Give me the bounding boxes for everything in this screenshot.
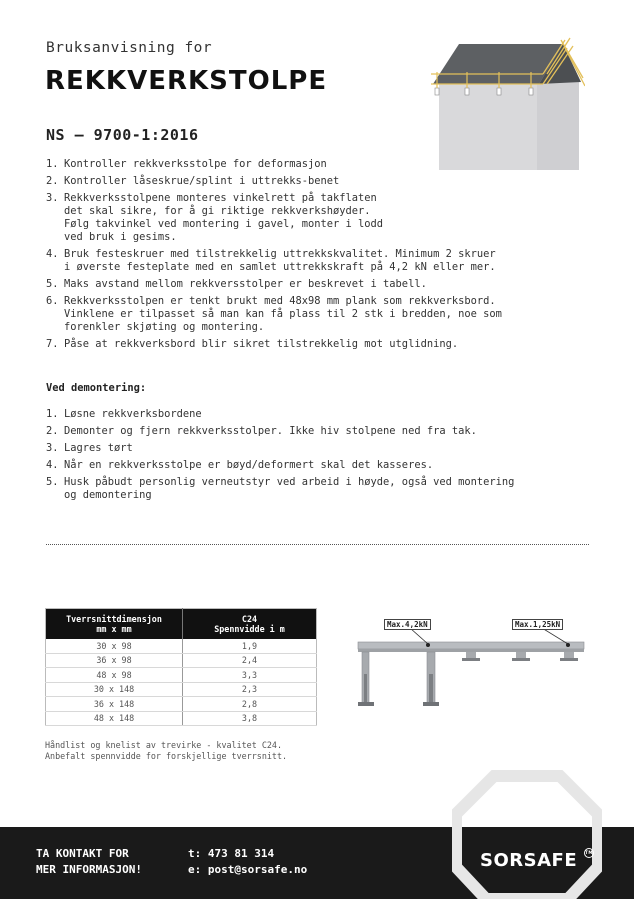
load-label-left: Max.4,2kN (384, 619, 431, 630)
contact-cta: TA KONTAKT FOR MER INFORMASJON! (36, 847, 142, 876)
table-row: 30 x 148 2,3 (46, 682, 317, 697)
table-header-span: C24 Spennvidde i m (183, 609, 317, 640)
list-item: 5. Maks avstand mellom rekkversstolper er beskrevet i tabell. (46, 278, 427, 290)
table-row: 48 x 148 3,8 (46, 711, 317, 726)
list-item: 3. Rekkverksstolpene monteres vinkelrett på takflaten det skal sikre, for å gi riktige rekkverkshøyder. Følg takvinkel ved montering i gavel, monter i lodd ved bruk i gesims. (46, 192, 384, 243)
dismantling-list (46, 408, 566, 506)
list-item: 6. Rekkverksstolpen er tenkt brukt med 48x98 mm plank som rekkverksbord. Vinklene er tilpasset så man kan få plass til 2 stk i bredden, noe som forenkler skjøting og montering. (46, 295, 502, 333)
sorsafe-logo: SORSAFE TM (480, 850, 593, 871)
table-note: Håndlist og knelist av trevirke - kvalitet C24. Anbefalt spennvidde for forskjellige tverrsnitt. (45, 740, 288, 761)
list-item: 1. Kontroller rekkverksstolpe for deformasjon (46, 158, 327, 170)
trademark-icon: TM (584, 848, 594, 858)
page-title: REKKVERKSTOLPE (45, 66, 328, 96)
phone-number[interactable]: t: 473 81 314 (188, 847, 275, 860)
list-item: 5. Husk påbudt personlig verneutstyr ved arbeid i høyde, også ved montering og demontering (46, 476, 515, 501)
list-item: 3. Lagres tørt (46, 442, 133, 454)
table-row: 48 x 98 3,3 (46, 668, 317, 683)
list-item: 2. Demonter og fjern rekkverksstolper. Ikke hiv stolpene ned fra tak. (46, 425, 477, 437)
table-header-dimension: Tverrsnittdimensjon mm x mm (46, 609, 183, 640)
load-label-right: Max.1,25kN (512, 619, 563, 630)
email-link[interactable]: e: post@sorsafe.no (188, 863, 308, 876)
standard-code: NS – 9700-1:2016 (46, 126, 199, 144)
list-item: 4. Når en rekkverksstolpe er bøyd/deformert skal det kasseres. (46, 459, 434, 471)
dismantling-heading: Ved demontering: (46, 382, 147, 394)
list-item: 4. Bruk festeskruer med tilstrekkelig uttrekkskvalitet. Minimum 2 skruer i øverste festeplate med en samlet uttrekkskraft på 4,2 kN eller mer. (46, 248, 496, 273)
list-item: 7. Påse at rekkverksbord blir sikret tilstrekkelig mot utglidning. (46, 338, 459, 350)
instructions-list (46, 158, 546, 355)
table-row: 30 x 98 1,9 (46, 639, 317, 653)
contact-details (188, 846, 307, 878)
span-table (45, 608, 317, 726)
subtitle: Bruksanvisning for (46, 40, 213, 56)
divider (46, 544, 589, 545)
list-item: 1. Løsne rekkverksbordene (46, 408, 202, 420)
list-item: 2. Kontroller låseskrue/splint i uttrekks-benet (46, 175, 340, 187)
table-row: 36 x 98 2,4 (46, 653, 317, 668)
house-illustration (425, 30, 585, 170)
table-row: 36 x 148 2,8 (46, 697, 317, 712)
